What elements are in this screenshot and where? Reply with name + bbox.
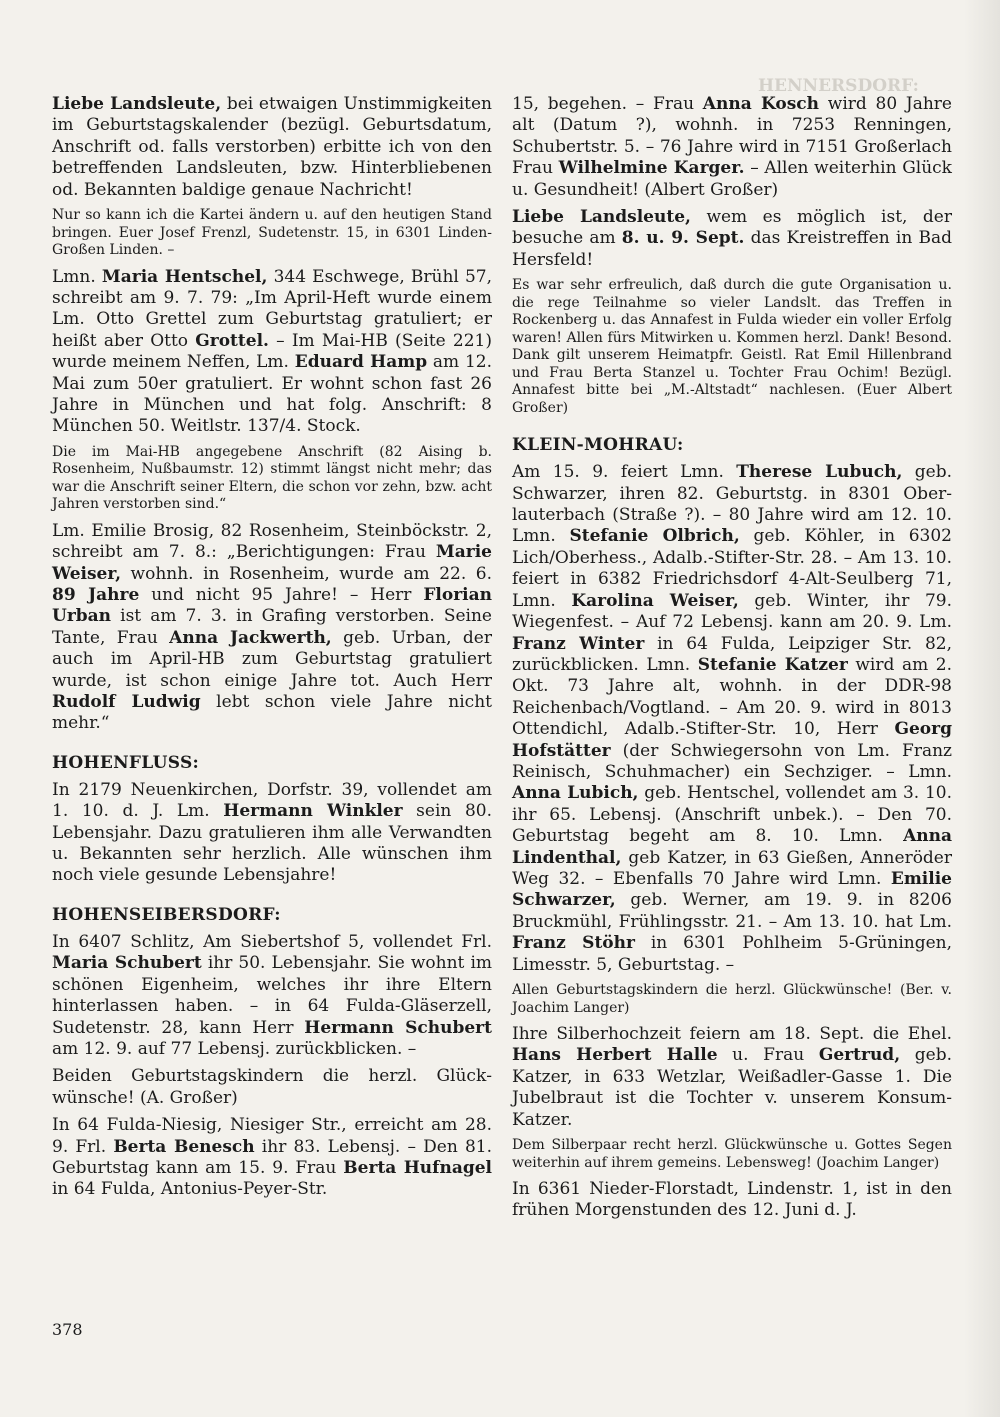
text-run: Es war sehr erfreulich, daß durch die gute Organisation u. die rege Teilnahme so vieler Landslt. das Treffen in Rockenberg u. das Annafest in Fulda wieder ein voller Erfolg waren! Allen fürs Mitwirken u. Kommen herzl. Dank! Besond. Dank gilt unserem Heimatpfr. Geistl. Rat Emil Hillenbrand und Frau Berta Stanzel u. Tochter Frau Ochim! Bezügl. Annafest bitte bei „M.-Altstadt“ nachlesen. (Euer Albert Großer) [512, 277, 952, 416]
text-run: bei etwaigen Unstimmigkeiten im Geburtstagskalender (bezügl. Geburtsdatum, Anschrift od. falls verstorben) erbitte ich von den betreffenden Landsleuten, bzw. Hinterbliebenen od. Bekannten baldige genaue Nachricht! [52, 94, 493, 200]
text-run: lebt schon viele Jahre nicht mehr.“ [52, 692, 492, 734]
bold-name: Berta Benesch [113, 1136, 255, 1157]
text-run: (der Schwiegersohn von Lm. Franz Reinisch, Schuhmacher) ein Sechziger. – Lmn. [512, 740, 952, 782]
section-heading: HOHENSEIBERSDORF: [52, 904, 281, 925]
text-run: und nicht 95 Jahre! – Herr [139, 585, 424, 605]
text-run: in 6301 Pohlheim 5-Grüningen, Limesstr. 5, Geburtstag. – [512, 933, 953, 975]
small-paragraph [512, 982, 952, 1017]
text-run: das Kreistreffen in Bad Hersfeld! [512, 228, 952, 270]
text-run: ist am 7. 3. in Grafing verstorben. Seine Tante, Frau [52, 606, 492, 648]
bold-name: 89 Jahre [52, 585, 140, 605]
bold-name: Liebe Landsleute, [52, 94, 222, 114]
paragraph [52, 521, 492, 735]
scan-edge-shadow [964, 0, 1000, 1417]
text-run: am 12. Mai zum 50er gratuliert. Er wohnt schon fast 26 Jahre in München und hat folg. Anschrift: 8 München 50. Weitlstr. 137/4. Stock. [52, 352, 493, 437]
bold-name: Anna Jackwerth, [169, 627, 332, 648]
bold-name: Wilhelmine Karger. [558, 158, 745, 179]
paragraph [52, 932, 492, 1060]
bold-name: Hermann Schubert [304, 1017, 492, 1038]
text-run: Lmn. [52, 266, 102, 287]
paragraph [52, 780, 492, 887]
bold-name: Rudolf Ludwig [52, 692, 201, 713]
text-run: 344 Eschwege, Brühl 57, schreibt am 9. 7. 79: „Im April-Heft wurde einem Lm. Otto Grettel zum Geburtstag gratuliert; er heißt aber Otto [52, 266, 493, 351]
bold-name: Marie Weiser, [52, 542, 492, 584]
bold-name: Hans Herbert Halle [512, 1045, 718, 1066]
bold-name: Gertrud, [818, 1045, 901, 1066]
paragraph [512, 462, 952, 976]
bold-name: Liebe Landsleute, [512, 207, 691, 228]
left-column [52, 94, 492, 1207]
bold-name: Georg Hofstätter [512, 719, 952, 761]
paragraph [52, 1066, 492, 1109]
page-number: 378 [52, 1320, 83, 1339]
text-run: Allen Geburtstagskindern die herzl. Glückwünsche! (Ber. v. Joachim Langer) [512, 982, 952, 1016]
text-run: ihr 50. Lebensjahr. Sie wohnt im schönen Eigenheim, welches ihr ihre Eltern hinterlassen haben. – in 64 Fulda-Gläserzell, Sudetenstr. 28, kann Herr [52, 953, 493, 1038]
text-run: in 64 Fulda, Leipziger Str. 82, zurückblicken. Lmn. [512, 633, 952, 675]
text-run: in 64 Fulda, Antonius-Peyer-Str. [52, 1179, 328, 1200]
text-run: geb. Urban, der auch im April-HB zum Geburtstag gratuliert wurde, ist schon einige Jahre tot. Auch Herr [52, 627, 492, 691]
text-run: geb. Hentschel, vollendet am 3. 10. ihr 65. Lebensj. (Anschrift unbek.). – Den 70. Geburtstag begeht am 8. 10. Lmn. [512, 783, 952, 847]
paragraph [512, 1179, 952, 1222]
text-run: In 2179 Neuenkirchen, Dorfstr. 39, vollendet am 1. 10. d. J. Lm. [52, 779, 492, 822]
small-paragraph [52, 207, 492, 260]
text-run: Ihre Silberhochzeit feiern am 18. Sept. die Ehel. [512, 1024, 952, 1044]
text-run: geb Katzer, in 63 Gießen, Anneröder Weg 32. – Ebenfalls 70 Jahre wird Lmn. [512, 847, 952, 889]
paragraph [512, 1024, 952, 1131]
text-run: geb. Katzer, in 633 Wetzlar, Weißadler-Gasse 1. Die Jubelbraut ist die Tochter v. unserem Konsum-Katzer. [512, 1045, 952, 1130]
paragraph [52, 267, 492, 438]
small-paragraph [512, 277, 952, 417]
bold-name: Hermann Winkler [223, 801, 403, 822]
bold-name: Anna Kosch [702, 94, 820, 114]
paragraph [52, 94, 492, 201]
paragraph [52, 1115, 492, 1201]
small-paragraph [52, 444, 492, 514]
bold-name: Anna Lubich, [512, 783, 639, 804]
bold-name: Franz Stöhr [512, 933, 635, 954]
text-run: geb. Winter, ihr 79. Wiegenfest. – Auf 72 Lebensj. kann am 20. 9. Lm. [512, 590, 952, 633]
bold-name: Stefanie Katzer [697, 654, 848, 675]
text-run: Dem Silberpaar recht herzl. Glückwünsche u. Gottes Segen weiterhin auf ihrem gemeins. Lebensweg! (Joachim Langer) [512, 1137, 952, 1171]
bold-name: Stefanie Olbrich, [569, 526, 740, 547]
right-column [512, 94, 952, 1228]
text-run: u. Frau [717, 1045, 819, 1066]
text-run: Am 15. 9. feiert Lmn. [512, 462, 737, 483]
bold-name: Karolina Weiser, [571, 590, 739, 611]
bold-name: Maria Hentschel, [101, 266, 268, 287]
text-run: wird 80 Jahre alt (Datum ?), wohnh. in 7253 Renningen, Schubertstr. 5. – 76 Jahre wird in 7151 Großerlach Frau [512, 94, 952, 179]
bold-name: Berta Hufnagel [343, 1157, 492, 1178]
small-paragraph [512, 1137, 952, 1172]
text-run: geb. Werner, am 19. 9. in 8206 Bruckmühl, Frühlingsstr. 21. – Am 13. 10. hat Lm. [512, 890, 952, 932]
text-run: Nur so kann ich die Kartei ändern u. auf den heutigen Stand bringen. Euer Josef Frenzl, Sudetenstr. 15, in 6301 Linden-Großen Linden. – [52, 207, 492, 259]
text-run: sein 80. Lebensjahr. Dazu gratulieren ihm alle Verwandten u. Bekannten sehr herzlich. Alle wünschen ihm noch viele gesunde Lebensjahre! [52, 801, 492, 886]
text-run: Lm. Emilie Brosig, 82 Rosenheim, Steinböckstr. 2, schreibt am 7. 8.: „Berichtigungen: Frau [52, 520, 492, 563]
text-run: geb. Köhler, in 6302 Lich/Oberhess., Adalb.-Stifter-Str. 28. – Am 13. 10. feiert in 6382 Friedrichsdorf 4-Alt-Seulberg 71, Lmn. [512, 526, 952, 611]
text-run: geb. Schwarzer, ihren 82. Geburtstg. in 8301 Oberlauterbach (Straße ?). – 80 Jahre wird am 12. 10. Lmn. [512, 462, 953, 547]
text-run: – Im Mai-HB (Seite 221) wurde meinem Neffen, Lm. [52, 330, 492, 373]
text-run: ihr 83. Lebensj. – Den 81. Geburtstag kann am 15. 9. Frau [52, 1136, 492, 1178]
bold-name: Florian Urban [52, 585, 492, 627]
text-run: 15, begehen. – Frau [512, 94, 703, 114]
text-run: wohnh. in Rosenheim, wurde am 22. 6. [121, 563, 492, 584]
bold-name: Emilie Schwarzer, [512, 868, 952, 911]
bold-name: 8. u. 9. Sept. [621, 228, 745, 249]
text-run: In 6361 Nieder-Florstadt, Lindenstr. 1, ist in den frühen Morgenstunden des 12. Juni d. J. [512, 1179, 952, 1221]
bold-name: Franz Winter [512, 633, 645, 654]
text-run: – Allen weiterhin Glück u. Gesundheit! (Albert Großer) [512, 158, 952, 200]
section-heading: KLEIN-MOHRAU: [512, 435, 684, 456]
bold-name: Anna Lindenthal, [512, 826, 952, 868]
text-run: In 64 Fulda-Niesig, Niesiger Str., erreicht am 28. 9. Frl. [52, 1115, 492, 1157]
bleed-through-heading: HENNERSDORF: [758, 76, 919, 96]
text-run: Die im Mai-HB angegebene Anschrift (82 Aising b. Rosenheim, Nußbaumstr. 12) stimmt längst nicht mehr; das war die Anschrift seiner Eltern, die schon vor zehn, bzw. acht Jahren verstorben sind.“ [52, 443, 492, 513]
text-run: Beiden Geburtstagskindern die herzl. Glückwünsche! (A. Großer) [52, 1066, 492, 1108]
paragraph [512, 207, 952, 271]
bold-name: Therese Lubuch, [736, 462, 903, 483]
text-run: am 12. 9. auf 77 Lebensj. zurückblicken. – [52, 1038, 417, 1059]
text-run: In 6407 Schlitz, Am Siebertshof 5, vollendet Frl. [52, 931, 492, 952]
bold-name: Maria Schubert [52, 953, 202, 974]
section-heading: HOHENFLUSS: [52, 752, 200, 773]
text-run: wem es möglich ist, der besuche am [512, 207, 952, 249]
text-run: wird am 2. Okt. 73 Jahre alt, wohnh. in der DDR-98 Reichenbach/Vogtland. – Am 20. 9. wird in 8013 Ottendichl, Adalb.-Stifter-Str. 10, Herr [512, 654, 952, 740]
bold-name: Grottel. [195, 330, 269, 351]
bold-name: Eduard Hamp [294, 352, 428, 373]
paragraph [512, 94, 952, 201]
